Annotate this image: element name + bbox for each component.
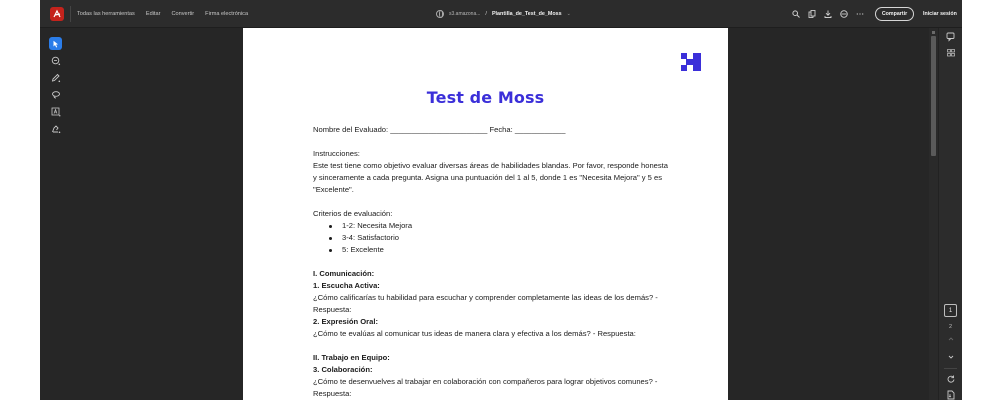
comments-icon[interactable] xyxy=(945,32,957,44)
chevron-down-icon[interactable] xyxy=(945,352,957,364)
vertical-scrollbar[interactable] xyxy=(929,28,938,400)
right-rail xyxy=(938,28,962,400)
document-body xyxy=(313,124,673,400)
more-icon[interactable] xyxy=(856,10,864,18)
save-icon[interactable] xyxy=(945,390,957,400)
criteria-heading: Criterios de evaluación: xyxy=(313,209,393,218)
question-title: 3. Colaboración: xyxy=(313,365,373,374)
select-tool[interactable] xyxy=(49,37,62,50)
top-bar xyxy=(40,0,962,28)
pen-icon xyxy=(51,73,61,83)
question-title: 1. Escucha Activa: xyxy=(313,281,380,290)
question-text: ¿Cómo calificarías tu habilidad para escuchar y comprender completamente las ideas de los demás? - Respuesta: xyxy=(313,293,658,314)
print-icon[interactable] xyxy=(840,10,848,18)
share-button[interactable]: Compartir xyxy=(875,7,914,21)
question-title: 2. Expresión Oral: xyxy=(313,317,378,326)
acrobat-app xyxy=(40,0,962,400)
text-box-icon xyxy=(51,107,61,117)
divider xyxy=(70,6,71,22)
acrobat-logo-icon[interactable] xyxy=(50,7,64,21)
chevron-down-icon[interactable]: ⌄ xyxy=(566,11,571,17)
criteria-list xyxy=(313,220,673,256)
pages-icon[interactable] xyxy=(808,10,816,18)
path-separator: / xyxy=(485,11,487,17)
menu-convert[interactable]: Convertir xyxy=(171,11,195,17)
top-icons xyxy=(792,0,864,28)
document-title: Test de Moss xyxy=(426,88,545,107)
lasso-icon xyxy=(51,90,61,100)
question-text: ¿Cómo te evalúas al comunicar tus ideas de manera clara y efectiva a los demás? - Respuesta: xyxy=(313,329,636,338)
current-page-input[interactable]: 1 xyxy=(944,304,957,317)
total-pages: 2 xyxy=(948,324,953,330)
refresh-icon[interactable] xyxy=(945,374,957,386)
file-name: Plantilla_de_Test_de_Moss xyxy=(491,11,562,17)
brand-logo-icon xyxy=(681,53,701,71)
section-heading: II. Trabajo en Equipo: xyxy=(313,353,390,362)
lasso-tool[interactable] xyxy=(49,88,62,101)
menu-edit[interactable]: Editar xyxy=(145,11,161,17)
instructions-text: Este test tiene como objetivo evaluar diversas áreas de habilidades blandas. Por favor, responde honesta y sinceramente a cada pregunta. Asigna una puntuación del 1 al 5, donde 1 es "Necesita Mejora" y 5 es "Excelente". xyxy=(313,161,669,194)
file-title[interactable] xyxy=(436,0,571,28)
document-viewport[interactable] xyxy=(70,28,928,400)
question-text: ¿Cómo te desenvuelves al trabajar en colaboración con compañeros para lograr objetivos comunes? - Respuesta: xyxy=(313,377,658,398)
main-menu xyxy=(77,0,248,28)
menu-esign[interactable]: Firma electrónica xyxy=(205,11,249,17)
instructions-heading: Instrucciones: xyxy=(313,149,360,158)
name-date-line: Nombre del Evaluado: _______________________ Fecha: ____________ xyxy=(313,125,566,134)
menu-all-tools[interactable]: Todas las herramientas xyxy=(77,11,135,17)
download-icon[interactable] xyxy=(824,10,832,18)
search-icon[interactable] xyxy=(792,10,800,18)
criteria-item: 5: Excelente xyxy=(329,244,673,256)
comment-tool[interactable] xyxy=(49,54,62,67)
scrollbar-thumb[interactable] xyxy=(931,36,936,156)
scroll-up-arrow[interactable] xyxy=(932,31,935,34)
signature-icon xyxy=(51,124,61,134)
section-heading: I. Comunicación: xyxy=(313,269,375,278)
draw-tool[interactable] xyxy=(49,71,62,84)
comment-add-icon xyxy=(51,56,61,66)
globe-icon xyxy=(436,10,444,18)
file-domain: s3.amazona... xyxy=(449,11,481,17)
text-tool[interactable] xyxy=(49,105,62,118)
criteria-item: 1-2: Necesita Mejora xyxy=(329,220,673,232)
pdf-page[interactable] xyxy=(243,28,728,400)
signin-button[interactable]: Iniciar sesión xyxy=(923,11,957,17)
criteria-item: 3-4: Satisfactorio xyxy=(329,232,673,244)
sign-tool[interactable] xyxy=(49,122,62,135)
tool-rail xyxy=(40,28,70,400)
thumbnails-icon[interactable] xyxy=(945,48,957,60)
cursor-icon xyxy=(52,40,60,48)
divider xyxy=(944,368,957,369)
chevron-up-icon[interactable] xyxy=(945,334,957,346)
